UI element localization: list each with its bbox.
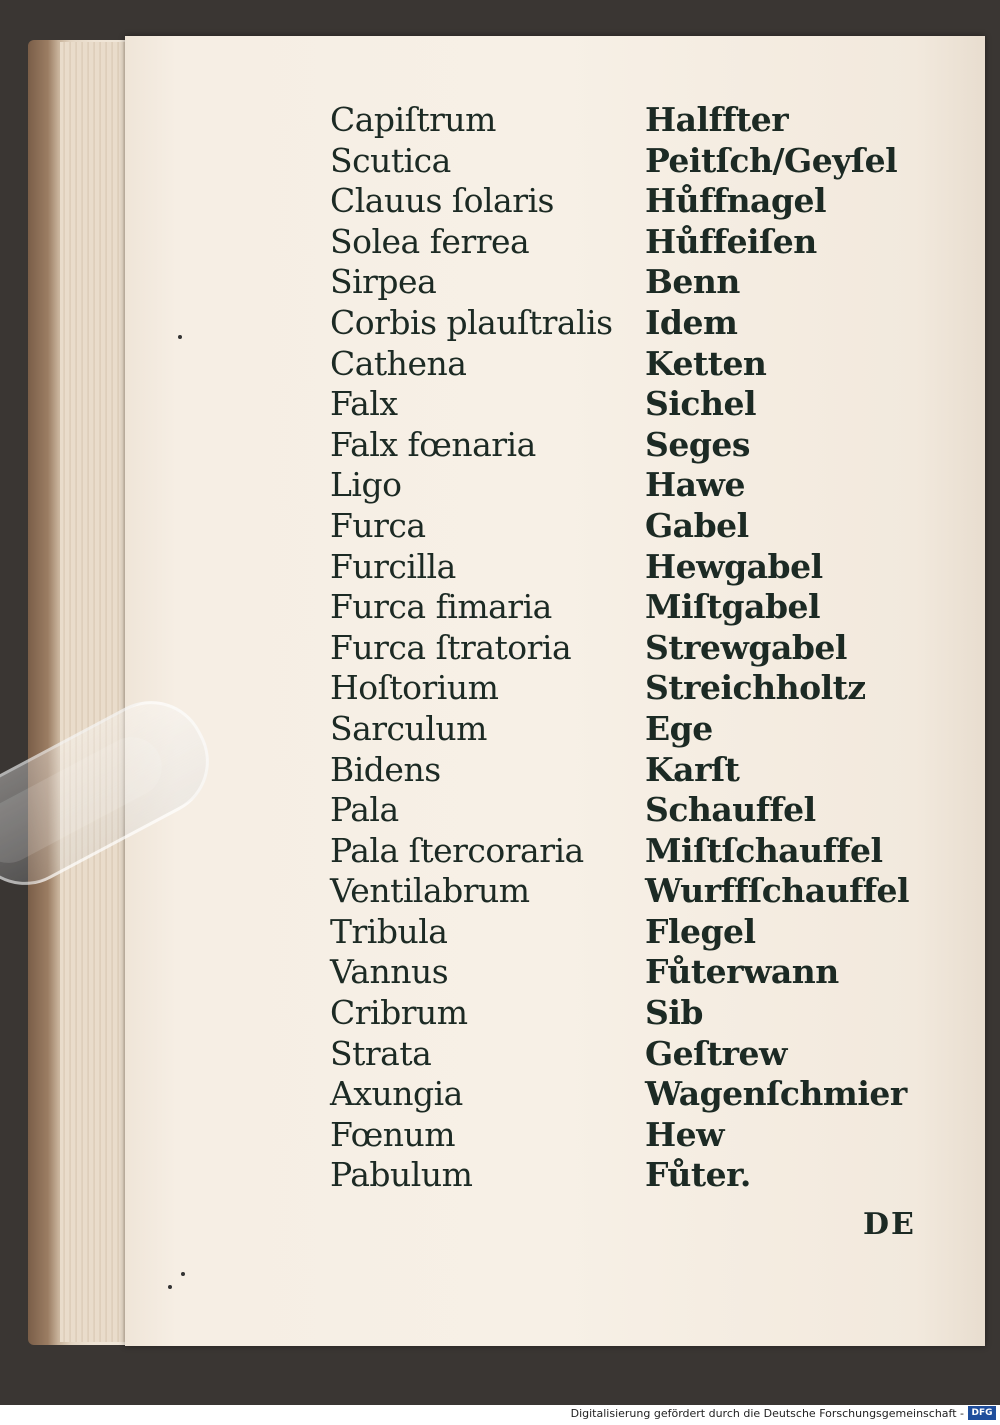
latin-term: Falx — [330, 384, 398, 424]
glossary-row — [330, 181, 930, 222]
glossary-row — [330, 668, 930, 709]
german-term: Fůter. — [645, 1155, 751, 1195]
german-term: Flegel — [645, 911, 756, 951]
glossary-row — [330, 303, 930, 344]
glossary-row — [330, 871, 930, 912]
latin-term: Hoſtorium — [330, 668, 499, 708]
latin-term: Clauus ſolaris — [330, 181, 554, 221]
german-term: Sib — [645, 993, 703, 1033]
latin-term: Corbis plauſtralis — [330, 302, 613, 342]
german-term: Ege — [645, 708, 713, 748]
latin-term: Sirpea — [330, 262, 437, 302]
glossary-row — [330, 912, 930, 953]
latin-term: Strata — [330, 1033, 432, 1073]
german-term: Karſt — [645, 749, 740, 789]
latin-term: Cribrum — [330, 993, 468, 1033]
latin-term: Bidens — [330, 749, 441, 789]
glossary-row — [330, 628, 930, 669]
latin-term: Vannus — [330, 952, 449, 992]
latin-term: Falx fœnaria — [330, 424, 536, 464]
dfg-logo: DFG — [968, 1406, 996, 1420]
german-term: Geſtrew — [645, 1033, 787, 1073]
catchword: DE — [863, 1207, 916, 1242]
latin-term: Furcilla — [330, 546, 456, 586]
latin-term: Cathena — [330, 343, 467, 383]
glossary-row — [330, 993, 930, 1034]
latin-term: Furca fimaria — [330, 587, 552, 627]
footer-credit: Digitalisierung gefördert durch die Deutsche Forschungsgemeinschaft - — [570, 1407, 964, 1420]
glossary-row — [330, 1034, 930, 1075]
glossary-row — [330, 100, 930, 141]
glossary-row — [330, 1074, 930, 1115]
glossary-row — [330, 344, 930, 385]
latin-term: Sarculum — [330, 708, 487, 748]
german-term: Hůffnagel — [645, 181, 827, 221]
german-term: Schauffel — [645, 790, 816, 830]
german-term: Wurffſchauffel — [645, 871, 910, 911]
glossary-row — [330, 425, 930, 466]
latin-term: Fœnum — [330, 1114, 456, 1154]
german-term: Miſtgabel — [645, 587, 821, 627]
glossary-row — [330, 952, 930, 993]
glossary-row — [330, 1155, 930, 1196]
german-term: Wagenſchmier — [645, 1074, 907, 1114]
glossary-row — [330, 222, 930, 263]
german-term: Hewgabel — [645, 546, 823, 586]
glossary-row — [330, 465, 930, 506]
german-term: Sichel — [645, 384, 756, 424]
german-term: Miſtſchauffel — [645, 830, 883, 870]
latin-term: Axungia — [330, 1074, 463, 1114]
german-term: Idem — [645, 302, 738, 342]
latin-term: Pabulum — [330, 1155, 473, 1195]
german-term: Seges — [645, 424, 750, 464]
latin-term: Pala — [330, 790, 399, 830]
latin-term: Scutica — [330, 140, 451, 180]
latin-term: Solea ferrea — [330, 221, 530, 261]
glossary-row — [330, 506, 930, 547]
german-term: Hůffeiſen — [645, 221, 817, 261]
german-term: Fůterwann — [645, 952, 839, 992]
glossary-row — [330, 750, 930, 791]
german-term: Hawe — [645, 465, 745, 505]
glossary-row — [330, 384, 930, 425]
german-term: Halffter — [645, 100, 789, 139]
german-term: Strewgabel — [645, 627, 847, 667]
german-term: Benn — [645, 262, 740, 302]
german-term: Gabel — [645, 505, 749, 545]
german-term: Peitſch/Geyſel — [645, 140, 898, 180]
glossary-row — [330, 709, 930, 750]
glossary-row — [330, 587, 930, 628]
german-term: Ketten — [645, 343, 767, 383]
german-term: Streichholtz — [645, 668, 866, 708]
latin-term: Ventilabrum — [330, 871, 530, 911]
latin-term: Furca — [330, 505, 426, 545]
glossary-row — [330, 831, 930, 872]
glossary-row — [330, 1115, 930, 1156]
latin-term: Pala ſtercoraria — [330, 830, 584, 870]
latin-term: Tribula — [330, 911, 448, 951]
glossary-row — [330, 141, 930, 182]
ink-speck — [178, 335, 182, 339]
glossary-row — [330, 790, 930, 831]
latin-term: Ligo — [330, 465, 402, 505]
glossary-row — [330, 547, 930, 588]
german-term: Hew — [645, 1114, 725, 1154]
latin-term: Capiſtrum — [330, 100, 496, 139]
latin-term: Furca ſtratoria — [330, 627, 572, 667]
glossary-row — [330, 262, 930, 303]
glossary-list — [330, 100, 930, 1196]
ink-speck — [168, 1285, 172, 1289]
ink-speck — [181, 1272, 185, 1276]
